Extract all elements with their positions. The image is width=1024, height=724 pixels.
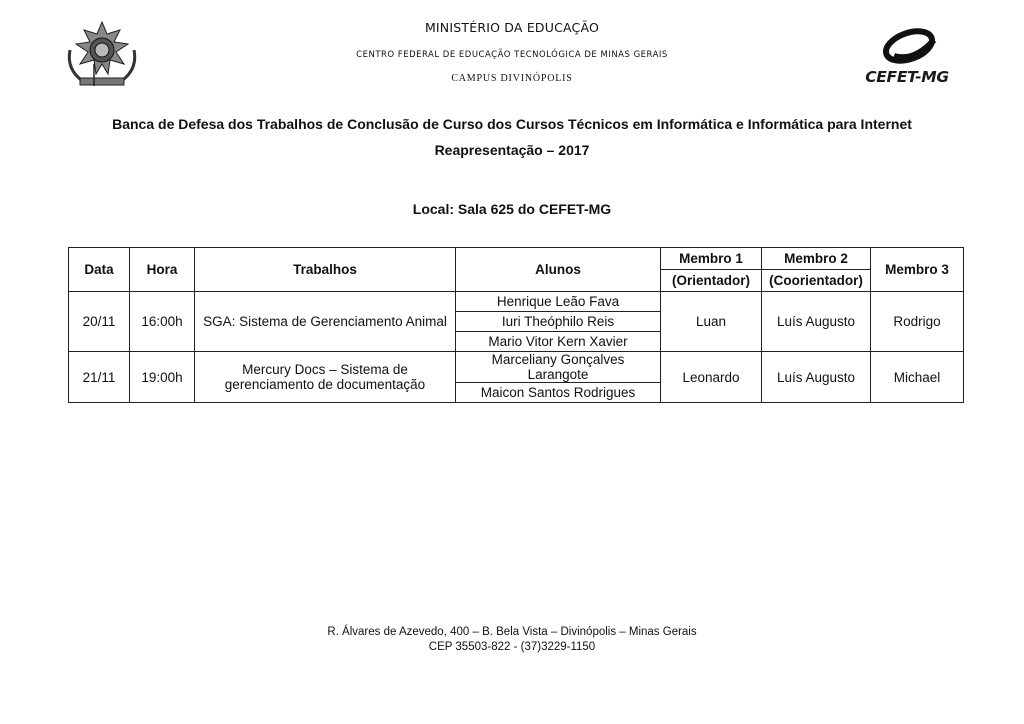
row-member3: Rodrigo [871,292,964,352]
header-member2-role: (Coorientador) [762,270,871,292]
row-student: Henrique Leão Fava [456,292,661,312]
row-member1: Leonardo [661,352,762,403]
header-member3: Membro 3 [871,248,964,292]
document-subtitle: Reapresentação – 2017 [434,142,590,158]
row-member2: Luís Augusto [762,352,871,403]
row-student: Maicon Santos Rodrigues [456,383,661,403]
header-works: Trabalhos [195,248,456,292]
document-title: Banca de Defesa dos Trabalhos de Conclusão de Curso dos Cursos Técnicos em Informática e Informática para Internet [112,116,912,132]
row-time: 19:00h [130,352,195,403]
row-student: Iuri Theóphilo Reis [456,312,661,332]
footer-address: R. Álvares de Azevedo, 400 – B. Bela Vista – Divinópolis – Minas Gerais [327,626,697,638]
row-member3: Michael [871,352,964,403]
row-member1: Luan [661,292,762,352]
header-member1: Membro 1 [661,248,762,270]
table-row [69,352,964,383]
row-student: Marceliany Gonçalves Larangote [456,352,661,383]
cefet-logo-text: CEFET-MG [865,68,949,86]
row-work: Mercury Docs – Sistema de gerenciamento de documentação [195,352,456,403]
header-member1-role: (Orientador) [661,270,762,292]
header-date: Data [69,248,130,292]
campus-name: CAMPUS DIVINÓPOLIS [451,73,573,84]
row-date: 20/11 [69,292,130,352]
ministry-heading: MINISTÉRIO DA EDUCAÇÃO [424,20,600,35]
row-date: 21/11 [69,352,130,403]
header-time: Hora [130,248,195,292]
row-student: Mario Vitor Kern Xavier [456,332,661,352]
row-member2: Luís Augusto [762,292,871,352]
footer-contact: CEP 35503-822 - (37)3229-1150 [428,641,596,653]
header-students: Alunos [456,248,661,292]
schedule-table [68,247,964,403]
table-row [69,292,964,312]
row-work: SGA: Sistema de Gerenciamento Animal [195,292,456,352]
row-time: 16:00h [130,292,195,352]
institution-name: CENTRO FEDERAL DE EDUCAÇÃO TECNOLÓGICA DE MINAS GERAIS [356,50,668,60]
location-line: Local: Sala 625 do CEFET-MG [412,201,612,217]
header-member2: Membro 2 [762,248,871,270]
